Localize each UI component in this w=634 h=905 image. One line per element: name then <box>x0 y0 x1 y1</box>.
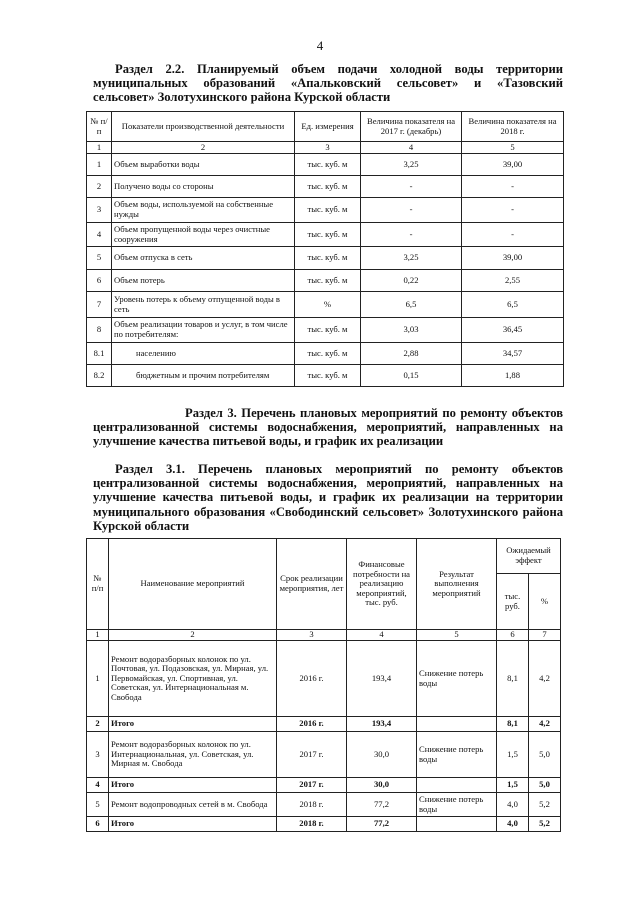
row-effect-pct: 4,2 <box>529 641 561 717</box>
row-unit: тыс. куб. м <box>295 247 361 270</box>
col-header-unit: Ед. измерения <box>295 112 361 142</box>
col-header-term: Срок реализации мероприятия, лет <box>277 539 347 630</box>
row-no: 2 <box>87 176 112 198</box>
row-finance: 193,4 <box>347 717 417 732</box>
row-unit: тыс. куб. м <box>295 198 361 223</box>
row-indicator: Объем отпуска в сеть <box>112 247 295 270</box>
row-value-2017: 6,5 <box>361 292 462 318</box>
col-number: 3 <box>277 630 347 641</box>
row-no: 6 <box>87 270 112 292</box>
col-number: 1 <box>87 142 112 154</box>
row-result: Снижение потерь воды <box>417 641 497 717</box>
row-value-2017: - <box>361 223 462 247</box>
row-measure: Итого <box>109 817 277 832</box>
row-effect-abs: 4,0 <box>497 817 529 832</box>
table-row <box>87 154 564 176</box>
col-header-indicator: Показатели производственной деятельности <box>112 112 295 142</box>
col-header-no: № п/п <box>87 539 109 630</box>
row-result <box>417 778 497 793</box>
section-3-title: Раздел 3. Перечень плановых мероприятий по ремонту объектов централизованной системы водоснабжения, мероприятий, направленных на улучшение качества питьевой воды, и график их реализации <box>93 406 563 449</box>
row-indicator: Объем потерь <box>112 270 295 292</box>
row-effect-abs: 1,5 <box>497 732 529 778</box>
col-header-2017: Величина показателя на 2017 г. (декабрь) <box>361 112 462 142</box>
row-finance: 193,4 <box>347 641 417 717</box>
col-header-effect: Ожидаемый эффект <box>497 539 561 574</box>
row-unit: тыс. куб. м <box>295 154 361 176</box>
row-no: 1 <box>87 154 112 176</box>
row-effect-pct: 5,0 <box>529 732 561 778</box>
measures-table <box>86 538 561 832</box>
row-indicator: Объем пропущенной воды через очистные сооружения <box>112 223 295 247</box>
row-value-2017: 3,25 <box>361 247 462 270</box>
row-indicator: Объем реализации товаров и услуг, в том числе по потребителям: <box>112 318 295 343</box>
col-header-effect-pct: % <box>529 574 561 630</box>
table-row <box>87 247 564 270</box>
row-finance: 30,0 <box>347 778 417 793</box>
row-value-2017: - <box>361 198 462 223</box>
table-row <box>87 343 564 365</box>
col-header-result: Результат выполнения мероприятий <box>417 539 497 630</box>
row-no: 3 <box>87 732 109 778</box>
row-unit: тыс. куб. м <box>295 343 361 365</box>
row-unit: тыс. куб. м <box>295 223 361 247</box>
row-value-2017: 3,25 <box>361 154 462 176</box>
section-3-1-title: Раздел 3.1. Перечень плановых мероприятий по ремонту объектов централизованной системы водоснабжения, мероприятий, направленных на улучшение качества питьевой воды, и график их реализации на территории муниципального образования «Свободинский сельсовет» Золотухинского района Курской области <box>93 462 563 533</box>
table-total-row <box>87 817 561 832</box>
row-effect-abs: 4,0 <box>497 793 529 817</box>
row-term: 2018 г. <box>277 793 347 817</box>
row-value-2017: - <box>361 176 462 198</box>
row-result: Снижение потерь воды <box>417 732 497 778</box>
row-indicator: Объем воды, используемой на собственные нужды <box>112 198 295 223</box>
row-measure: Ремонт водоразборных колонок по ул. Почтовая, ул. Подазовская, ул. Мирная, ул. Первомайская, ул. Спортивная, ул. Советская, ул. Интернациональная м. Свобода <box>109 641 277 717</box>
col-header-measure: Наименование мероприятий <box>109 539 277 630</box>
row-value-2017: 2,88 <box>361 343 462 365</box>
row-value-2017: 0,22 <box>361 270 462 292</box>
row-effect-pct: 5,2 <box>529 793 561 817</box>
table-row <box>87 732 561 778</box>
row-indicator: Получено воды со стороны <box>112 176 295 198</box>
col-number: 2 <box>112 142 295 154</box>
row-value-2017: 3,03 <box>361 318 462 343</box>
row-value-2018: 34,57 <box>462 343 564 365</box>
numbering-row <box>87 630 561 641</box>
row-value-2018: - <box>462 176 564 198</box>
table-row <box>87 793 561 817</box>
col-number: 1 <box>87 630 109 641</box>
table-total-row <box>87 778 561 793</box>
row-term: 2017 г. <box>277 732 347 778</box>
col-number: 6 <box>497 630 529 641</box>
row-measure: Ремонт водоразборных колонок по ул. Интернациональная, ул. Советская, ул. Мирная м. Свобода <box>109 732 277 778</box>
table-row <box>87 292 564 318</box>
row-no: 7 <box>87 292 112 318</box>
row-effect-pct: 4,2 <box>529 717 561 732</box>
table-total-row <box>87 717 561 732</box>
numbering-row <box>87 142 564 154</box>
row-finance: 77,2 <box>347 793 417 817</box>
col-number: 4 <box>361 142 462 154</box>
row-value-2018: 39,00 <box>462 154 564 176</box>
row-finance: 30,0 <box>347 732 417 778</box>
table-row <box>87 365 564 387</box>
row-unit: тыс. куб. м <box>295 365 361 387</box>
row-no: 5 <box>87 793 109 817</box>
row-term: 2018 г. <box>277 817 347 832</box>
row-no: 2 <box>87 717 109 732</box>
row-term: 2016 г. <box>277 641 347 717</box>
row-measure: Ремонт водопроводных сетей в м. Свобода <box>109 793 277 817</box>
table-header-row <box>87 539 561 574</box>
row-no: 8.2 <box>87 365 112 387</box>
row-effect-pct: 5,2 <box>529 817 561 832</box>
row-unit: тыс. куб. м <box>295 270 361 292</box>
row-effect-pct: 5,0 <box>529 778 561 793</box>
section-2-2-title: Раздел 2.2. Планируемый объем подачи холодной воды территории муниципальных образований «Апальковский сельсовет» и «Тазовский сельсовет» Золотухинского района Курской области <box>93 62 563 105</box>
row-value-2018: - <box>462 198 564 223</box>
row-indicator: бюджетным и прочим потребителям <box>112 365 295 387</box>
col-number: 5 <box>462 142 564 154</box>
row-indicator: населению <box>112 343 295 365</box>
row-effect-abs: 8,1 <box>497 641 529 717</box>
page-number: 4 <box>316 38 324 53</box>
row-unit: тыс. куб. м <box>295 176 361 198</box>
col-number: 4 <box>347 630 417 641</box>
row-value-2018: 1,88 <box>462 365 564 387</box>
row-effect-abs: 1,5 <box>497 778 529 793</box>
row-value-2018: 36,45 <box>462 318 564 343</box>
table-row <box>87 198 564 223</box>
table-header-row <box>87 112 564 142</box>
row-no: 1 <box>87 641 109 717</box>
row-result <box>417 717 497 732</box>
row-no: 3 <box>87 198 112 223</box>
row-no: 5 <box>87 247 112 270</box>
row-unit: тыс. куб. м <box>295 318 361 343</box>
row-value-2017: 0,15 <box>361 365 462 387</box>
col-number: 5 <box>417 630 497 641</box>
col-header-no: № п/п <box>87 112 112 142</box>
row-result: Снижение потерь воды <box>417 793 497 817</box>
water-supply-table <box>86 111 564 387</box>
table-row <box>87 270 564 292</box>
row-value-2018: 2,55 <box>462 270 564 292</box>
table-row <box>87 318 564 343</box>
row-term: 2017 г. <box>277 778 347 793</box>
table-row <box>87 176 564 198</box>
table-row <box>87 223 564 247</box>
row-unit: % <box>295 292 361 318</box>
row-no: 4 <box>87 778 109 793</box>
row-no: 8.1 <box>87 343 112 365</box>
row-result <box>417 817 497 832</box>
row-indicator: Объем выработки воды <box>112 154 295 176</box>
col-header-2018: Величина показателя на 2018 г. <box>462 112 564 142</box>
row-value-2018: 6,5 <box>462 292 564 318</box>
col-header-finance: Финансовые потребности на реализацию мероприятий, тыс. руб. <box>347 539 417 630</box>
col-number: 7 <box>529 630 561 641</box>
row-value-2018: - <box>462 223 564 247</box>
row-no: 4 <box>87 223 112 247</box>
col-number: 2 <box>109 630 277 641</box>
row-effect-abs: 8,1 <box>497 717 529 732</box>
row-indicator: Уровень потерь к объему отпущенной воды в сеть <box>112 292 295 318</box>
row-value-2018: 39,00 <box>462 247 564 270</box>
table-row <box>87 641 561 717</box>
row-term: 2016 г. <box>277 717 347 732</box>
row-measure: Итого <box>109 778 277 793</box>
col-number: 3 <box>295 142 361 154</box>
row-no: 6 <box>87 817 109 832</box>
col-header-effect-abs: тыс. руб. <box>497 574 529 630</box>
row-finance: 77,2 <box>347 817 417 832</box>
row-measure: Итого <box>109 717 277 732</box>
row-no: 8 <box>87 318 112 343</box>
